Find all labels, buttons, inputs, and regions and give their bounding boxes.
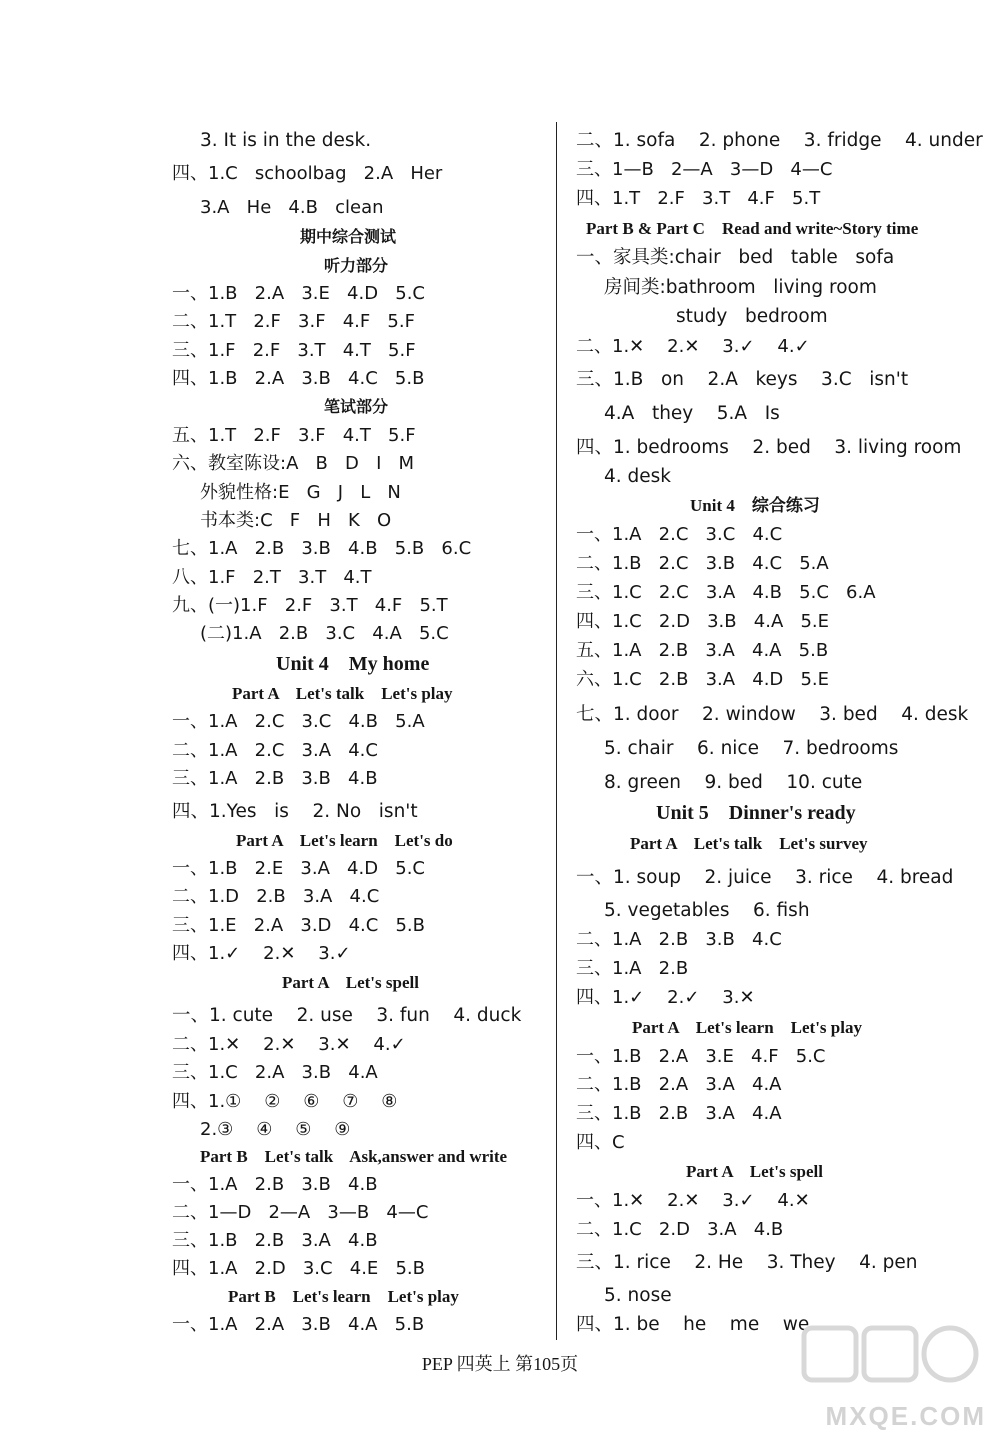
answer-line: 外貌性格:E G J L N	[200, 482, 401, 503]
answer-line: 二、1.B 2.C 3.B 4.C 5.A	[576, 553, 829, 574]
answer-line: 二、1—D 2—A 3—B 4—C	[172, 1202, 429, 1223]
answer-line: 四、1. bedrooms 2. bed 3. living room	[576, 437, 962, 458]
answer-line: 四、1.Yes is 2. No isn't	[172, 801, 418, 822]
answer-line: 三、1.B 2.B 3.A 4.B	[172, 1230, 378, 1251]
answer-line: Unit 5 Dinner's ready	[656, 802, 856, 824]
answer-line: 五、1.A 2.B 3.A 4.A 5.B	[576, 640, 829, 661]
answer-line: 房间类:bathroom living room	[604, 277, 877, 298]
answer-line: 5. nose	[604, 1285, 672, 1306]
answer-line: 二、1.D 2.B 3.A 4.C	[172, 886, 380, 907]
answer-line: 4.A they 5.A Is	[604, 403, 780, 424]
answer-line: 五、1.T 2.F 3.F 4.T 5.F	[172, 425, 416, 446]
answer-stamp-icon	[796, 1322, 986, 1392]
answer-line: 一、1. cute 2. use 3. fun 4. duck	[172, 1005, 522, 1026]
answer-line: 四、1.① ② ⑥ ⑦ ⑧	[172, 1091, 398, 1112]
answer-line: 二、1.✕ 2.✕ 3.✕ 4.✓	[172, 1034, 406, 1055]
answer-line: 二、1.B 2.A 3.A 4.A	[576, 1074, 782, 1095]
answer-line: 2.③ ④ ⑤ ⑨	[200, 1119, 351, 1140]
answer-line: 一、1.A 2.A 3.B 4.A 5.B	[172, 1314, 425, 1335]
watermark-logo	[796, 1322, 986, 1432]
answer-line: Part B & Part C Read and write~Story time	[586, 219, 919, 238]
answer-line: 六、1.C 2.B 3.A 4.D 5.E	[576, 669, 829, 690]
answer-line: 四、1.A 2.D 3.C 4.E 5.B	[172, 1258, 425, 1279]
answer-line: 四、1.B 2.A 3.B 4.C 5.B	[172, 368, 425, 389]
answer-line: Part A Let's learn Let's play	[632, 1018, 862, 1037]
answer-line: 一、1.B 2.A 3.E 4.D 5.C	[172, 283, 425, 304]
answer-line: 二、1.T 2.F 3.F 4.F 5.F	[172, 311, 415, 332]
answer-line: 三、1.E 2.A 3.D 4.C 5.B	[172, 915, 425, 936]
answer-line: 八、1.F 2.T 3.T 4.T	[172, 567, 372, 588]
answer-line: 七、1.A 2.B 3.B 4.B 5.B 6.C	[172, 538, 472, 559]
answer-line: 3. It is in the desk.	[200, 130, 372, 151]
answer-line: 四、1.T 2.F 3.T 4.F 5.T	[576, 188, 821, 209]
answer-line: 九、(一)1.F 2.F 3.T 4.F 5.T	[172, 595, 448, 616]
answer-line: 一、1.A 2.C 3.C 4.B 5.A	[172, 711, 425, 732]
answer-line: 笔试部分	[324, 397, 389, 416]
answer-line: 四、1.✓ 2.✓ 3.✕	[576, 987, 755, 1008]
answer-line: 七、1. door 2. window 3. bed 4. desk	[576, 704, 969, 725]
column-divider	[556, 122, 557, 1340]
answer-line: Part B Let's talk Ask,answer and write	[200, 1147, 508, 1166]
answer-line: 书本类:C F H K O	[200, 510, 392, 531]
answer-line: 一、1. soup 2. juice 3. rice 4. bread	[576, 867, 954, 888]
answer-line: 一、1.✕ 2.✕ 3.✓ 4.✕	[576, 1190, 810, 1211]
answer-line: Unit 4 综合练习	[690, 496, 820, 515]
answer-line: 听力部分	[324, 256, 389, 275]
answer-line: 六、教室陈设:A B D I M	[172, 453, 415, 474]
answer-line: Part B Let's learn Let's play	[228, 1287, 459, 1306]
answer-line: 一、1.A 2.C 3.C 4.C	[576, 524, 783, 545]
answer-line: Part A Let's spell	[686, 1162, 823, 1181]
answer-line: 四、C	[576, 1132, 625, 1153]
answer-line: 5. chair 6. nice 7. bedrooms	[604, 738, 899, 759]
answer-line: 一、1.B 2.A 3.E 4.F 5.C	[576, 1046, 826, 1067]
answer-line: 二、1.C 2.D 3.A 4.B	[576, 1219, 784, 1240]
page-footer: PEP 四英上 第105页	[421, 1354, 579, 1374]
answer-line: 三、1.F 2.F 3.T 4.T 5.F	[172, 340, 416, 361]
answer-line: 三、1.B on 2.A keys 3.C isn't	[576, 369, 909, 390]
answer-line: 四、1.C 2.D 3.B 4.A 5.E	[576, 611, 829, 632]
answer-line: 三、1—B 2—A 3—D 4—C	[576, 159, 833, 180]
answer-line: 二、1.A 2.B 3.B 4.C	[576, 929, 782, 950]
answer-line: 一、家具类:chair bed table sofa	[576, 247, 895, 268]
answer-line: 一、1.A 2.B 3.B 4.B	[172, 1174, 378, 1195]
answer-line: 二、1.A 2.C 3.A 4.C	[172, 740, 378, 761]
answer-line: 二、1. sofa 2. phone 3. fridge 4. under	[576, 130, 983, 151]
answer-line: 三、1.B 2.B 3.A 4.A	[576, 1103, 782, 1124]
answer-line: Part A Let's talk Let's play	[232, 684, 453, 703]
answer-line: 8. green 9. bed 10. cute	[604, 772, 863, 793]
watermark-text: MXQE.COM	[825, 1401, 986, 1431]
answer-line: 3.A He 4.B clean	[200, 197, 384, 218]
answer-line: 4. desk	[604, 466, 672, 487]
answer-line: 三、1. rice 2. He 3. They 4. pen	[576, 1252, 918, 1273]
answer-line: 二、1.✕ 2.✕ 3.✓ 4.✓	[576, 336, 810, 357]
answer-line: 期中综合测试	[300, 227, 397, 246]
answer-line: 三、1.C 2.C 3.A 4.B 5.C 6.A	[576, 582, 876, 603]
answer-line: Part A Let's talk Let's survey	[630, 834, 868, 853]
answer-line: 三、1.C 2.A 3.B 4.A	[172, 1062, 378, 1083]
answer-line: 四、1.✓ 2.✕ 3.✓	[172, 943, 351, 964]
answer-line: 三、1.A 2.B 3.B 4.B	[172, 768, 378, 789]
answer-line: 三、1.A 2.B	[576, 958, 689, 979]
answer-line: Part A Let's learn Let's do	[236, 831, 453, 850]
answer-line: 四、1. be he me we	[576, 1314, 810, 1335]
answer-line: Part A Let's spell	[282, 973, 419, 992]
answer-line: 一、1.B 2.E 3.A 4.D 5.C	[172, 858, 425, 879]
answer-line: 四、1.C schoolbag 2.A Her	[172, 163, 443, 184]
answer-line: 5. vegetables 6. fish	[604, 900, 810, 921]
answer-line: Unit 4 My home	[276, 653, 430, 675]
answer-line: study bedroom	[676, 306, 828, 327]
answer-line: (二)1.A 2.B 3.C 4.A 5.C	[200, 623, 449, 644]
